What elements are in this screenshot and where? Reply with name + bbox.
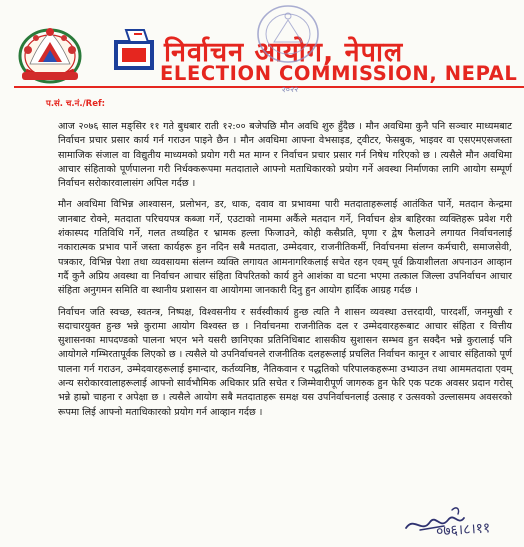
signature-date: ०७६।८।११	[435, 520, 491, 540]
stamp-year: २०२२	[281, 84, 299, 95]
nepal-coat-of-arms-icon	[16, 20, 84, 84]
office-seal-stamp-icon	[254, 2, 322, 66]
paragraph-fair-election-appeal: निर्वाचन जति स्वच्छ, स्वतन्त्र, निष्पक्ष, विश्वसनीय र सर्वस्वीकार्य हुन्छ त्यति नै शासन व्यवस्था उत्तरदायी, पारदर्शी, जनमुखी र सदाचारयुक्त हुन्छ भन्ने कुरामा आयोग विश्वस्त छ । निर्वाचनमा राजनीतिक दल र उम्मेदवारहरूबाट आचार संहिता र वित्तीय सुशासनका मापदण्डको पालना भएन भने यसरी छानिएका प्रतिनिधिबाट शासकीय सुशासन सम्भव हुन सक्दैन भन्ने कुरालाई पनि आयोगले गम्भिरतापूर्वक लिएको छ । त्यसैले यो उपनिर्वाचनले राजनीतिक दलहरूलाई प्रचलित निर्वाचन कानून र आचार संहिताको पूर्ण पालना गर्न गराउन, उम्मेदवारहरूलाई इमान्दार, कर्तव्यनिष्ठ, नैतिकवान र पद्धतिको परिपालकहरूमा उभ्याउन तथा आममतदाता एवम् अन्य सरोकारवालाहरूलाई आफ्नो सार्वभौमिक अधिकार प्रति सचेत र जिम्मेवारीपूर्ण जागरुक हुन फेरि एक पटक अवसर प्रदान गरोस् भन्ने हाम्रो चाहना र अपेक्षा छ । त्यसैले आयोग सबै मतदाताहरू समक्ष यस उपनिर्वाचनलाई उत्साह र उत्सवको उल्लासमय अवसरको रूपमा लिई आफ्नो मताधिकारको प्रयोग गर्न आव्हान गर्दछ ।	[58, 306, 512, 418]
paragraph-prohibited-activities: मौन अवधिमा विभिन्न आश्वासन, प्रलोभन, डर, धाक, दवाव वा प्रभावमा पारी मतदाताहरूलाई आतंकित पार्ने, मतदान केन्द्रमा जानबाट रोक्ने, मतदाता परिचयपत्र कब्जा गर्ने, एउटाको नाममा अर्कैले मतदान गर्ने, निर्वाचन क्षेत्र बाहिरका व्यक्तिहरू प्रवेश गरी शंकास्पद गतिविधि गर्ने, गलत तथ्यहित र भ्रामक हल्ला फिजाउने, कोही कसैप्रति, घृणा र द्वेष फैलाउने लगायत निर्वाचनलाई नकारात्मक प्रभाव पार्ने जस्ता कार्यहरू हुन नदिन सबै मतदाता, उम्मेदवार, राजनीतिकर्मी, निर्वाचनमा संलग्न कर्मचारी, समाजसेवी, पत्रकार, विभिन्न पेशा तथा व्यवसायमा संलग्न व्यक्ति लगायत आमनागरिकलाई सचेत रहन एवम् पूर्व क्रियाशीलता अपनाउन आव्हान गर्दै कुनै अप्रिय अवस्था वा निर्वाचन आचार संहिता विपरितको कार्य हुने आशंका वा घटना भएमा तत्काल जिल्ला उपनिर्वाचन आचार संहिता अनुगमन समिति वा स्थानीय प्रशासन वा आयोगमा जानकारी दिनु हुन आयोग हार्दिक आग्रह गर्दछ ।	[58, 199, 512, 297]
press-release-body	[58, 120, 512, 427]
commission-name-nepali: निर्वाचन आयोग, नेपाल	[164, 37, 404, 68]
paragraph-silence-period: आज २०७६ साल मङ्सिर ११ गते बुधबार राती १२:०० बजेपछि मौन अवधि शुरु हुँदैछ । मौन अवधिमा कुनै पनि सञ्चार माध्यमबाट निर्वाचन प्रचार प्रसार कार्य गर्न गराउन पाइने छैन । मौन अवधिमा आफ्ना वेभसाइड, ट्वीटर, फेसबुक, भाइवर वा एसएमएसजस्ता सामाजिक संजाल वा विद्युतीय माध्यमको प्रयोग गरी मत माग्न र निर्वाचन प्रचार प्रसार गर्न निषेध गरिएको छ । त्यसैले मौन अवधिमा आचार संहिताको पूर्णपालना गरी निर्धक्करूपमा मतदाताले आफ्नो मताधिकारको प्रयोग गर्ने अवस्था निर्माणका लागि आयोग सम्पूर्ण निर्वाचन सरोकारवालासंग अपिल गर्दछ ।	[58, 121, 512, 190]
ballot-box-logo-icon	[112, 26, 158, 72]
reference-number-label: प.सं. च.नं./Ref:	[46, 99, 106, 109]
commission-name-english: ELECTION COMMISSION, NEPAL	[160, 62, 518, 85]
